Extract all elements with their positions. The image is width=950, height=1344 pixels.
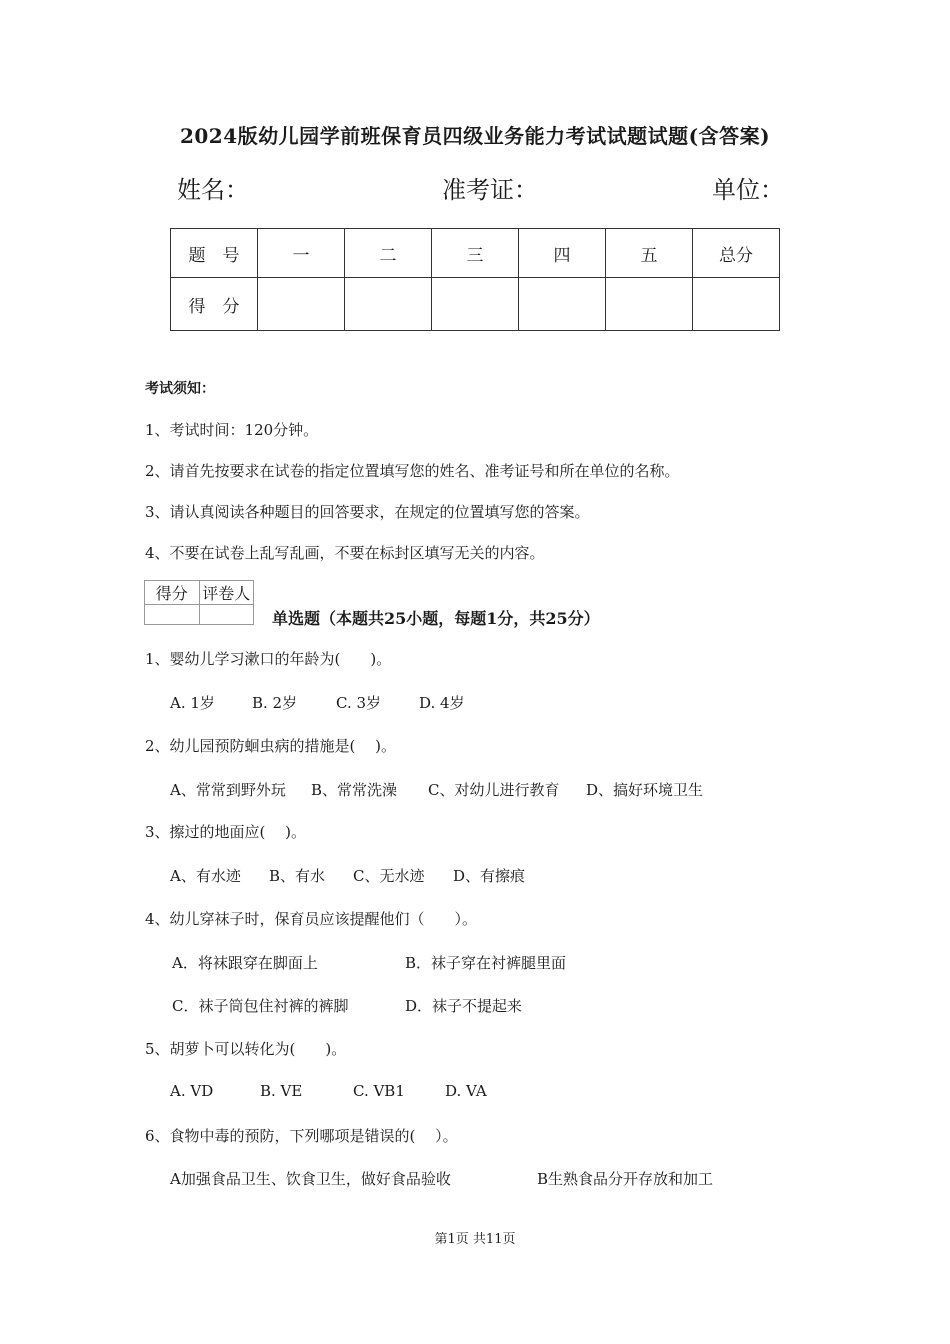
score-table-header-cell: 三 — [432, 229, 519, 278]
notice-item: 1、考试时间：120分钟。 — [145, 421, 319, 439]
option: D．袜子不提起来 — [405, 997, 523, 1015]
option: B、常常洗澡 — [311, 781, 398, 799]
score-cell[interactable] — [345, 278, 432, 331]
option: A．将袜跟穿在脚面上 — [172, 954, 318, 972]
question-text: 5、胡萝卜可以转化为( )。 — [145, 1040, 347, 1058]
question-text: 1、婴幼儿学习漱口的年龄为( )。 — [145, 650, 392, 668]
page-footer: 第1页 共11页 — [434, 1232, 516, 1247]
option: D、搞好环境卫生 — [586, 781, 704, 799]
option: A. 1岁 — [170, 694, 215, 712]
option: B、有水 — [269, 867, 326, 885]
score-cell[interactable] — [258, 278, 345, 331]
option: C、无水迹 — [353, 867, 425, 885]
option: B. 2岁 — [252, 694, 298, 712]
notice-title: 考试须知： — [145, 381, 215, 397]
question-text: 4、幼儿穿袜子时，保育员应该提醒他们（ ）。 — [145, 910, 478, 928]
score-cell[interactable] — [606, 278, 693, 331]
exam-number-field-label: 准考证： — [442, 176, 538, 204]
score-cell[interactable] — [432, 278, 519, 331]
unit-field-label: 单位： — [712, 176, 784, 204]
score-table-row-label: 得 分 — [171, 278, 258, 331]
document-title: 2024版幼儿园学前班保育员四级业务能力考试试题试题(含答案) — [179, 124, 771, 148]
name-field-label: 姓名： — [177, 176, 249, 204]
score-table-header-cell: 五 — [606, 229, 693, 278]
score-table-header-cell: 四 — [519, 229, 606, 278]
grader-box — [144, 580, 254, 625]
option: C. 3岁 — [336, 694, 382, 712]
notice-item: 4、不要在试卷上乱写乱画，不要在标封区填写无关的内容。 — [145, 544, 545, 562]
option: D. 4岁 — [419, 694, 465, 712]
option: A、有水迹 — [170, 867, 241, 885]
grader-score-label: 得分 — [145, 581, 200, 605]
question-text: 6、食物中毒的预防，下列哪项是错误的( ）。 — [145, 1127, 458, 1145]
option: C、对幼儿进行教育 — [428, 781, 560, 799]
option: D. VA — [445, 1082, 487, 1100]
score-table-header-row — [171, 229, 780, 278]
notice-item: 2、请首先按要求在试卷的指定位置填写您的姓名、准考证号和所在单位的名称。 — [145, 462, 680, 480]
question-text: 3、擦过的地面应( )。 — [145, 823, 307, 841]
score-cell[interactable] — [519, 278, 606, 331]
option: C．袜子筒包住衬裤的裤脚 — [172, 997, 349, 1015]
score-table-header-cell: 二 — [345, 229, 432, 278]
question-text: 2、幼儿园预防蛔虫病的措施是( )。 — [145, 737, 397, 755]
option: B．袜子穿在衬裤腿里面 — [405, 954, 567, 972]
option: B. VE — [260, 1082, 303, 1100]
notice-item: 3、请认真阅读各种题目的回答要求，在规定的位置填写您的答案。 — [145, 503, 590, 521]
grader-score-cell[interactable] — [145, 605, 200, 625]
section-title: 单选题（本题共25小题，每题1分，共25分） — [272, 609, 600, 628]
score-cell[interactable] — [693, 278, 780, 331]
grader-name-label: 评卷人 — [199, 581, 254, 605]
score-table-header-cell: 一 — [258, 229, 345, 278]
score-table-header-cell: 总分 — [693, 229, 780, 278]
score-table-score-row — [171, 278, 780, 331]
grader-name-cell[interactable] — [199, 605, 254, 625]
option: D、有擦痕 — [453, 867, 526, 885]
score-table-header-label: 题 号 — [171, 229, 258, 278]
score-table — [170, 228, 780, 331]
option: A、常常到野外玩 — [170, 781, 286, 799]
option: C. VB1 — [353, 1082, 405, 1100]
option: A. VD — [170, 1082, 214, 1100]
option: A加强食品卫生、饮食卫生，做好食品验收 — [170, 1170, 451, 1188]
option: B生熟食品分开存放和加工 — [537, 1170, 714, 1188]
